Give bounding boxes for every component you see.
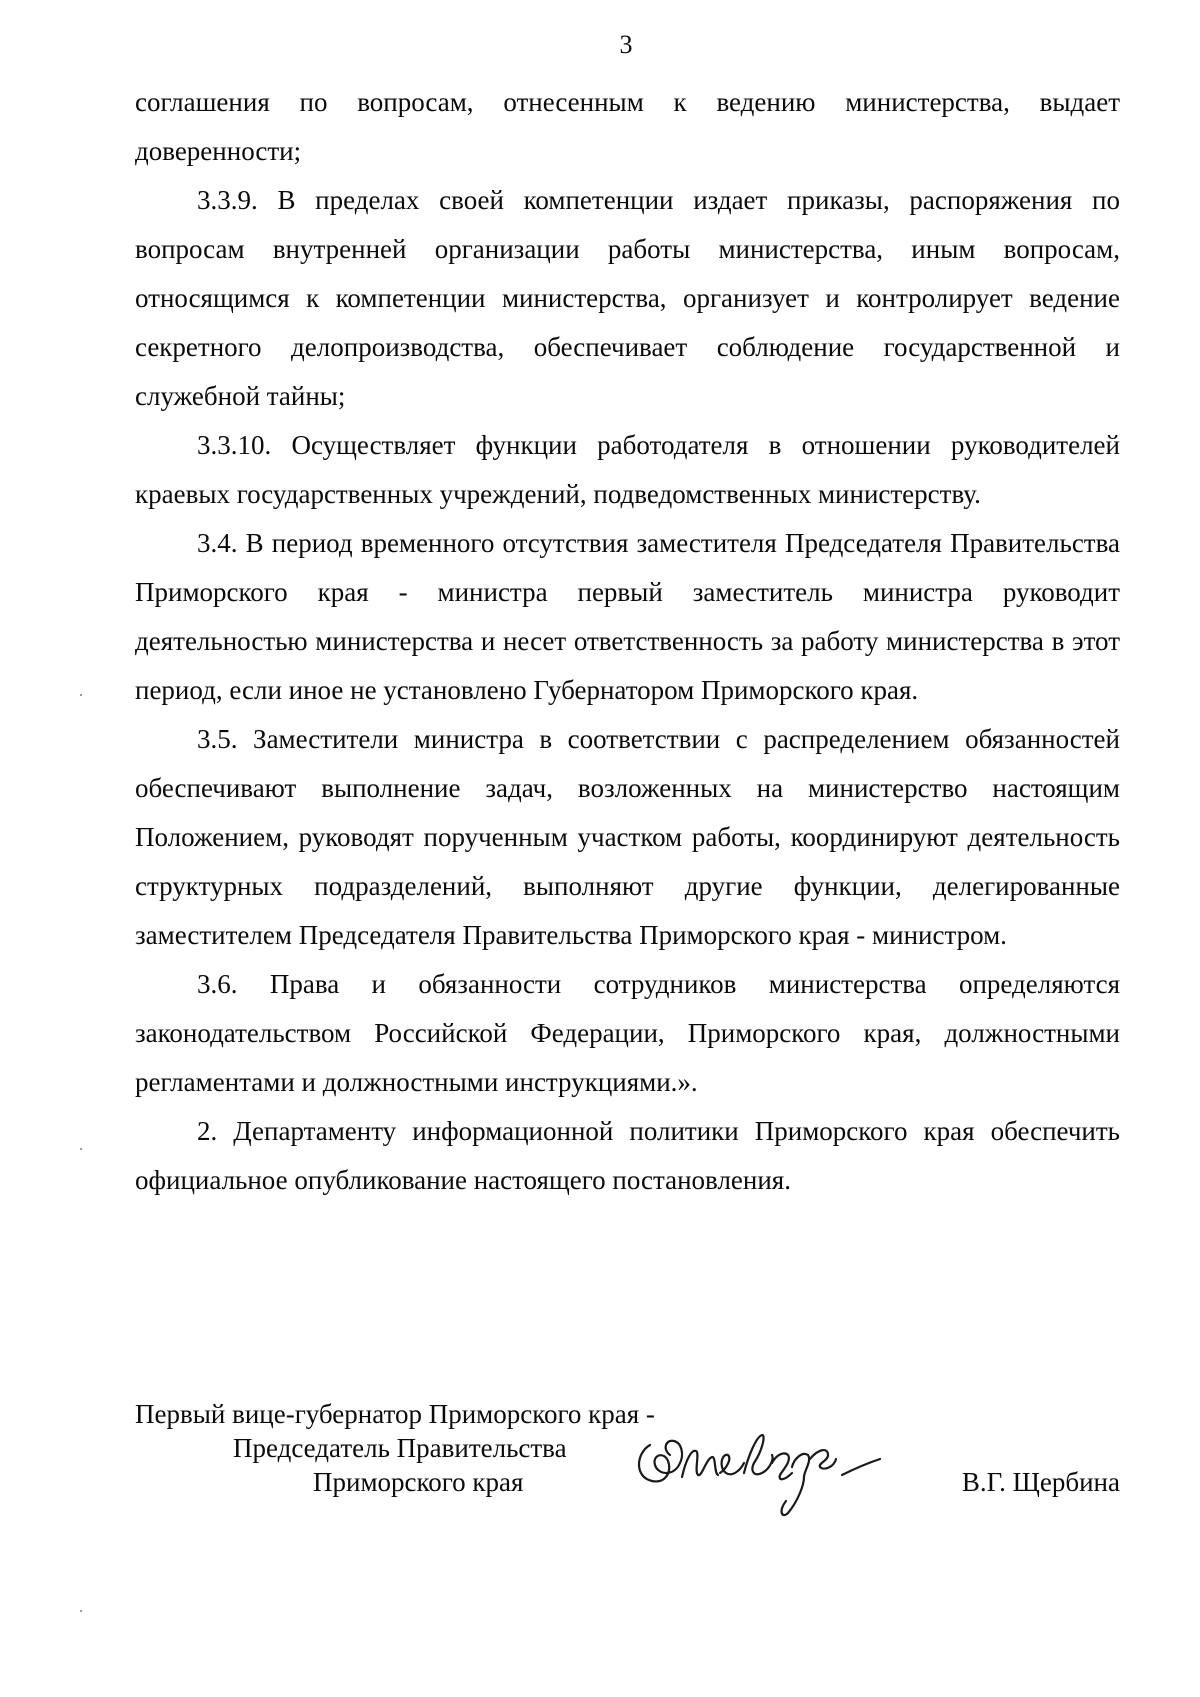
handwritten-signature [622,1415,882,1525]
signatory-name: В.Г. Щербина [961,1467,1120,1497]
signatory-position-line-2: Председатель Правительства [233,1433,567,1463]
page-number: 3 [619,30,633,59]
paragraph-3-3-10: 3.3.10. Осуществляет функции работодателя в отношении руководителей краевых государственных учреждений, подведомственных министерству. [135,430,1120,509]
paragraph-3-6: 3.6. Права и обязанности сотрудников министерства определяются законодательством Российской Федерации, Приморского края, должностными регламентами и должностными инструкциями.». [135,969,1120,1097]
paragraph-3-5: 3.5. Заместители министра в соответствии с распределением обязанностей обеспечивают выполнение задач, возложенных на министерство настоящим Положением, руководят порученным участком работы, координируют деятельность структурных подразделений, выполняют другие функции, делегированные заместителем Председателя Правительства Приморского края - министром. [135,724,1120,950]
paragraph-3-4: 3.4. В период временного отсутствия заместителя Председателя Правительства Приморского края - министра первый заместитель министра руководит деятельностью министерства и несет ответственность за работу министерства в этот период, если иное не установлено Губернатором Приморского края. [135,528,1120,705]
scan-margin-mark [80,1610,82,1612]
scan-margin-mark [80,1148,82,1150]
paragraph-3-3-9: 3.3.9. В пределах своей компетенции издает приказы, распоряжения по вопросам внутренней организации работы министерства, иным вопросам, относящимся к компетенции министерства, организует и контролирует ведение секретного делопроизводства, обеспечивает соблюдение государственной и служебной тайны; [135,185,1120,411]
paragraph-continuation: соглашения по вопросам, отнесенным к ведению министерства, выдает доверенности; [135,87,1120,166]
scan-margin-mark [80,694,82,696]
signature-block [135,1397,1120,1537]
paragraph-item-2: 2. Департаменту информационной политики Приморского края обеспечить официальное опубликование настоящего постановления. [135,1116,1120,1195]
signatory-position-line-3: Приморского края [313,1467,524,1497]
document-body [135,78,1120,1205]
signatory-position-line-1: Первый вице-губернатор Приморского края - [135,1399,655,1429]
